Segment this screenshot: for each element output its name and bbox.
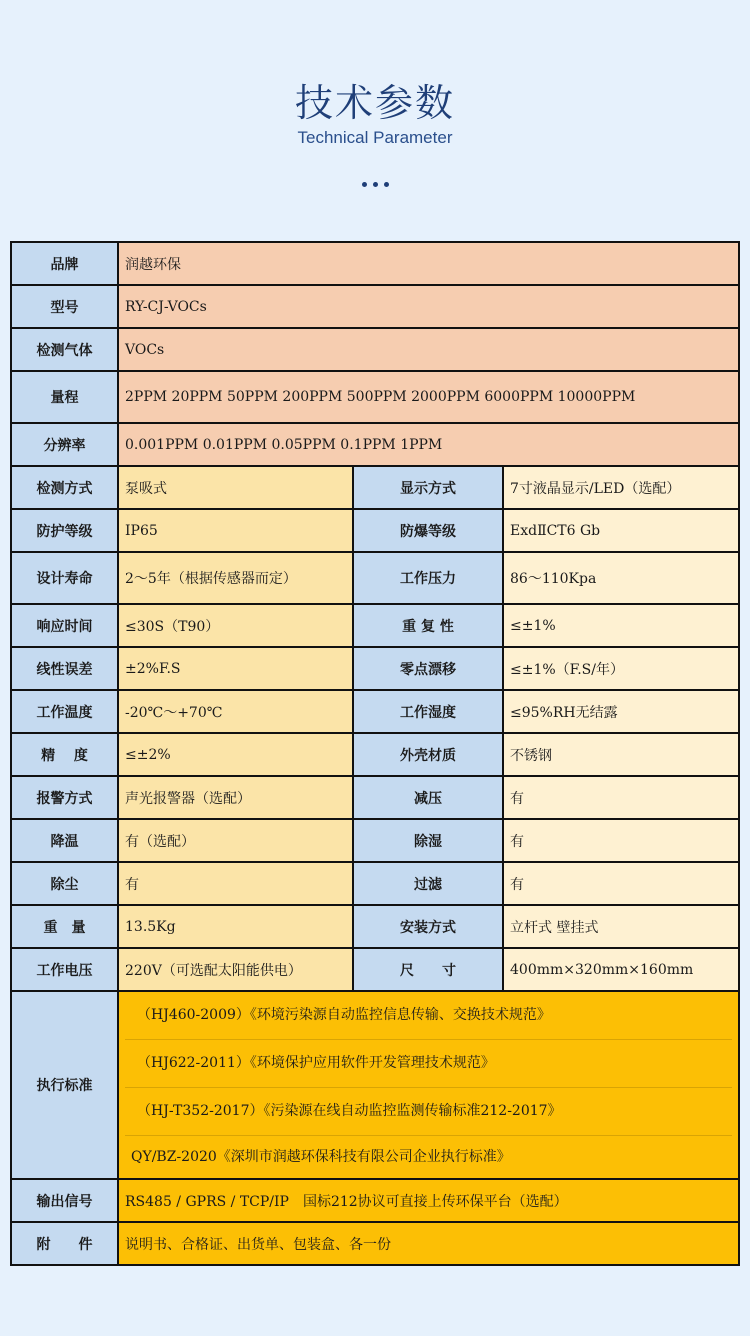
standard-item: （HJ460-2009）《环境污染源自动监控信息传输、交换技术规范》 xyxy=(125,992,732,1040)
param-value: RY-CJ-VOCs xyxy=(118,285,739,328)
param-value: 有 xyxy=(503,819,739,862)
param-label: 防护等级 xyxy=(11,509,118,552)
param-value: 立杆式 壁挂式 xyxy=(503,905,739,948)
param-value: 有 xyxy=(118,862,353,905)
standards-list xyxy=(118,991,739,1179)
param-value: 说明书、合格证、出货单、包装盒、各一份 xyxy=(118,1222,739,1265)
param-value: ExdⅡCT6 Gb xyxy=(503,509,739,552)
param-value: VOCs xyxy=(118,328,739,371)
param-label: 除湿 xyxy=(353,819,503,862)
standard-item: （HJ-T352-2017）《污染源在线自动监控监测传输标准212-2017》 xyxy=(125,1088,732,1136)
param-value: ≤±2% xyxy=(118,733,353,776)
param-label: 重 复 性 xyxy=(353,604,503,647)
param-label: 过滤 xyxy=(353,862,503,905)
table-row xyxy=(11,604,739,647)
header xyxy=(0,0,750,240)
param-label: 附 件 xyxy=(11,1222,118,1265)
param-value: -20℃～+70℃ xyxy=(118,690,353,733)
param-value: ±2%F.S xyxy=(118,647,353,690)
param-label: 工作温度 xyxy=(11,690,118,733)
param-value: ≤30S（T90） xyxy=(118,604,353,647)
param-value: 泵吸式 xyxy=(118,466,353,509)
param-label: 零点漂移 xyxy=(353,647,503,690)
param-label: 报警方式 xyxy=(11,776,118,819)
table-row xyxy=(11,862,739,905)
decorative-dots xyxy=(0,182,750,187)
param-value: 13.5Kg xyxy=(118,905,353,948)
param-value: 0.001PPM 0.01PPM 0.05PPM 0.1PPM 1PPM xyxy=(118,423,739,466)
table-row xyxy=(11,948,739,991)
table-row xyxy=(11,552,739,604)
param-value: IP65 xyxy=(118,509,353,552)
table-row xyxy=(11,242,739,285)
param-value: 有（选配） xyxy=(118,819,353,862)
param-label: 品牌 xyxy=(11,242,118,285)
table-row xyxy=(11,466,739,509)
param-label: 工作电压 xyxy=(11,948,118,991)
dot-icon xyxy=(362,182,367,187)
param-value: 润越环保 xyxy=(118,242,739,285)
table-row xyxy=(11,285,739,328)
param-label: 线性误差 xyxy=(11,647,118,690)
param-value: 400mm×320mm×160mm xyxy=(503,948,739,991)
standard-item: QY/BZ-2020《深圳市润越环保科技有限公司企业执行标准》 xyxy=(131,1149,511,1165)
table-row xyxy=(11,423,739,466)
page-title: 技术参数 xyxy=(294,81,455,125)
page-subtitle: Technical Parameter xyxy=(297,128,453,147)
table-row xyxy=(11,509,739,552)
table-row xyxy=(11,819,739,862)
param-value: 声光报警器（选配） xyxy=(118,776,353,819)
standard-item: （HJ622-2011）《环境保护应用软件开发管理技术规范》 xyxy=(125,1040,732,1088)
param-label: 外壳材质 xyxy=(353,733,503,776)
table-row xyxy=(11,690,739,733)
param-label: 分辨率 xyxy=(11,423,118,466)
table-row xyxy=(11,1179,739,1222)
param-label: 型号 xyxy=(11,285,118,328)
param-label: 响应时间 xyxy=(11,604,118,647)
standards-label: 执行标准 xyxy=(11,991,118,1179)
param-value: ≤±1% xyxy=(503,604,739,647)
param-label: 设计寿命 xyxy=(11,552,118,604)
param-value: RS485 / GPRS / TCP/IP 国标212协议可直接上传环保平台（选配） xyxy=(118,1179,739,1222)
param-value: 7寸液晶显示/LED（选配） xyxy=(503,466,739,509)
param-label: 减压 xyxy=(353,776,503,819)
param-label: 量程 xyxy=(11,371,118,423)
table-row xyxy=(11,905,739,948)
param-label: 降温 xyxy=(11,819,118,862)
param-value: 86～110Kpa xyxy=(503,552,739,604)
table-row xyxy=(11,647,739,690)
param-label: 检测方式 xyxy=(11,466,118,509)
table-row xyxy=(11,776,739,819)
dot-icon xyxy=(373,182,378,187)
param-value: 220V（可选配太阳能供电） xyxy=(118,948,353,991)
param-value: 有 xyxy=(503,776,739,819)
table-row xyxy=(11,733,739,776)
param-label: 精 度 xyxy=(11,733,118,776)
param-value: ≤95%RH无结露 xyxy=(503,690,739,733)
param-label: 防爆等级 xyxy=(353,509,503,552)
param-label: 工作压力 xyxy=(353,552,503,604)
param-label: 除尘 xyxy=(11,862,118,905)
parameter-table xyxy=(10,241,740,1266)
param-label: 重 量 xyxy=(11,905,118,948)
table-row xyxy=(11,991,739,1179)
param-value: 有 xyxy=(503,862,739,905)
param-label: 显示方式 xyxy=(353,466,503,509)
param-value: ≤±1%（F.S/年） xyxy=(503,647,739,690)
table-row xyxy=(11,1222,739,1265)
dot-icon xyxy=(384,182,389,187)
table-row xyxy=(11,371,739,423)
param-value: 2～5年（根据传感器而定） xyxy=(118,552,353,604)
param-label: 尺 寸 xyxy=(353,948,503,991)
param-label: 工作湿度 xyxy=(353,690,503,733)
param-value: 不锈钢 xyxy=(503,733,739,776)
param-label: 检测气体 xyxy=(11,328,118,371)
param-value: 2PPM 20PPM 50PPM 200PPM 500PPM 2000PPM 6000PPM 10000PPM xyxy=(118,371,739,423)
param-label: 安装方式 xyxy=(353,905,503,948)
param-label: 输出信号 xyxy=(11,1179,118,1222)
table-row xyxy=(11,328,739,371)
